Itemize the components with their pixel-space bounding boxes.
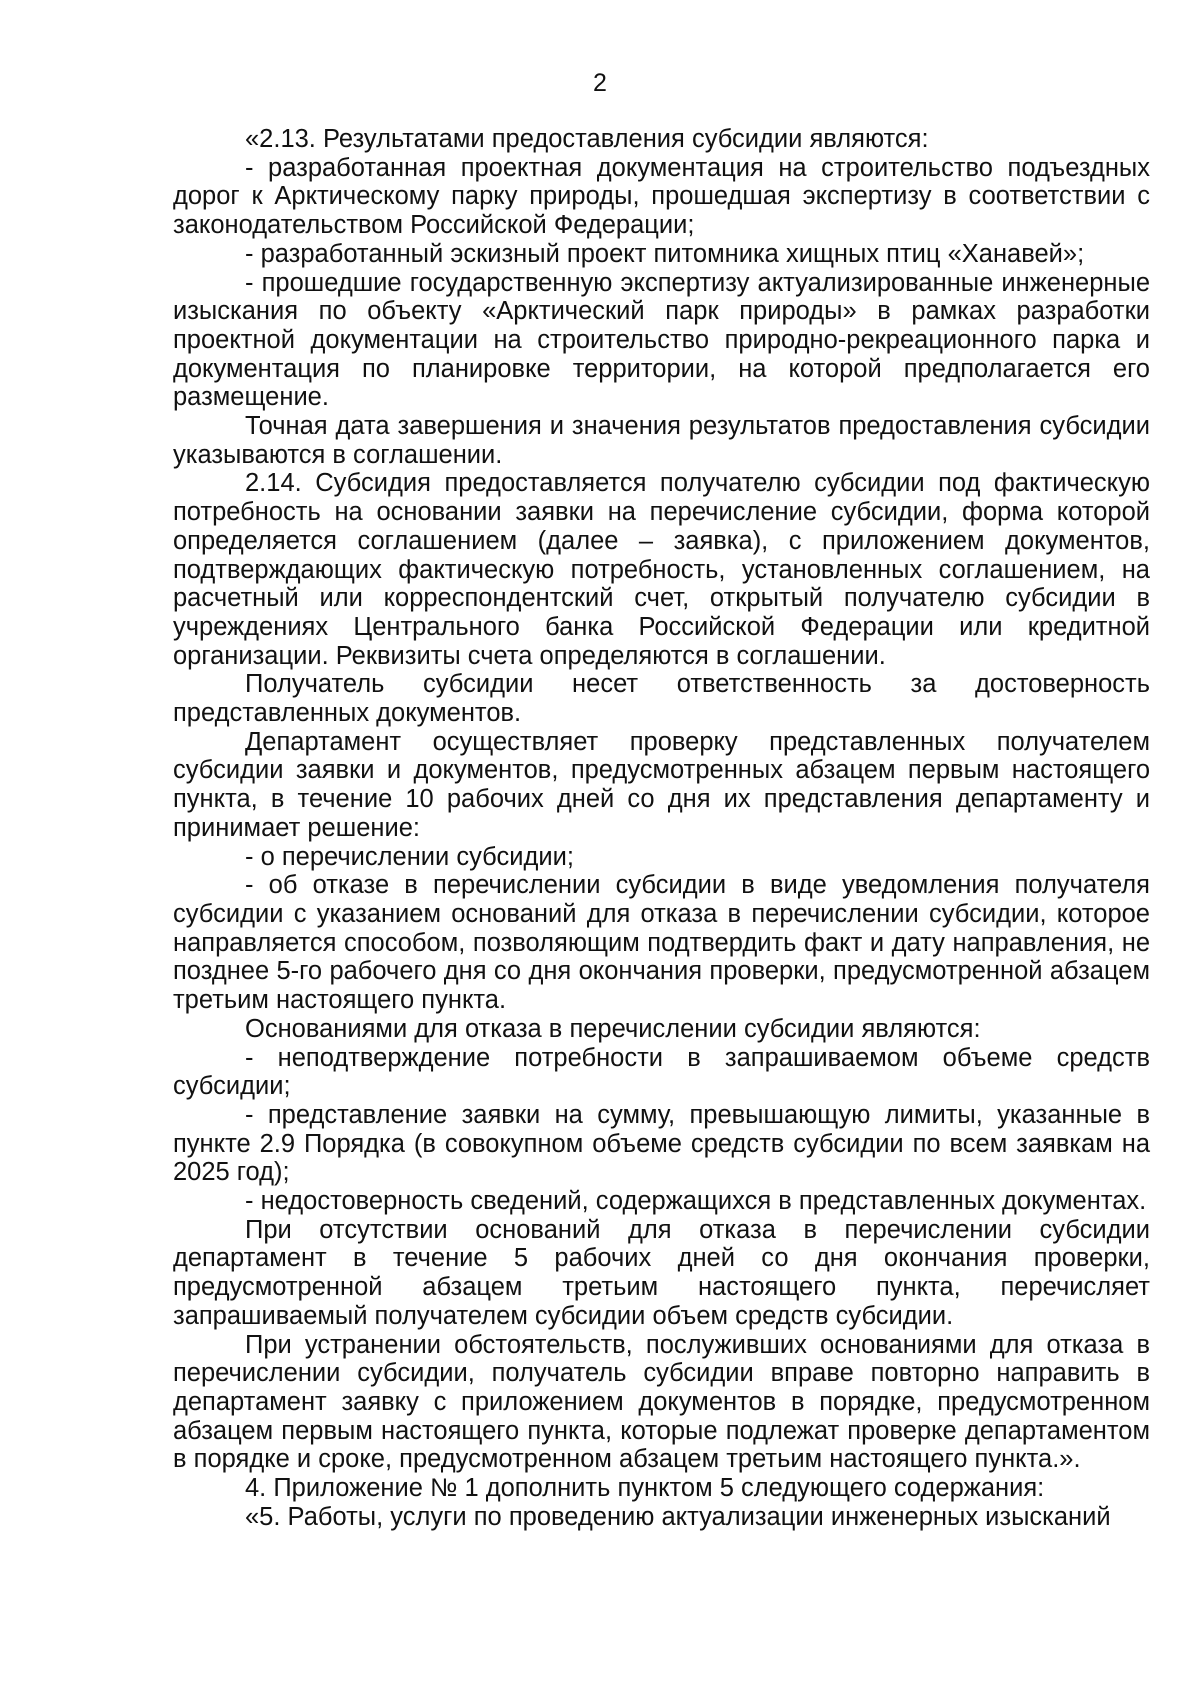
paragraph: - прошедшие государственную экспертизу актуализированные инженерные изыскания по объекту «Арктический парк природы» в рамках разработки проектной документации на строительство природно-рекреационного парка и документация по планировке территории, на которой предполагается его размещение. bbox=[173, 268, 1150, 412]
page-number: 2 bbox=[593, 69, 607, 97]
paragraph: - недостоверность сведений, содержащихся в представленных документах. bbox=[245, 1187, 1147, 1216]
paragraph: - разработанная проектная документация на строительство подъездных дорог к Арктическому парку природы, прошедшая экспертизу в соответствии с законодательством Российской Федерации; bbox=[173, 153, 1150, 240]
paragraph: - об отказе в перечислении субсидии в виде уведомления получателя субсидии с указанием оснований для отказа в перечислении субсидии, которое направляется способом, позволяющим подтвердить факт и дату направления, не позднее 5-го рабочего дня со дня окончания проверки, предусмотренной абзацем третьим настоящего пункта. bbox=[173, 871, 1150, 1015]
paragraph: «5. Работы, услуги по проведению актуализации инженерных изысканий bbox=[245, 1502, 1111, 1531]
paragraph: 4. Приложение № 1 дополнить пунктом 5 следующего содержания: bbox=[245, 1474, 1045, 1503]
paragraph: Точная дата завершения и значения результатов предоставления субсидии указываются в соглашении. bbox=[173, 412, 1150, 469]
paragraph: «2.13. Результатами предоставления субсидии являются: bbox=[245, 125, 929, 153]
paragraph: - разработанный эскизный проект питомника хищных птиц «Ханавей»; bbox=[245, 239, 1085, 268]
paragraph: При устранении обстоятельств, послуживших основаниями для отказа в перечислении субсидии, получатель субсидии вправе повторно направить в департамент заявку с приложением документов в порядке, предусмотренном абзацем первым настоящего пункта, которые подлежат проверке департаментом в порядке и сроке, предусмотренном абзацем третьим настоящего пункта.». bbox=[173, 1330, 1150, 1474]
paragraph: Основаниями для отказа в перечислении субсидии являются: bbox=[245, 1014, 981, 1043]
document-body bbox=[173, 125, 1150, 1531]
paragraph: Получатель субсидии несет ответственность за достоверность представленных документов. bbox=[173, 670, 1150, 728]
paragraph: При отсутствии оснований для отказа в перечислении субсидии департамент в течение 5 рабочих дней со дня окончания проверки, предусмотренной абзацем третьим настоящего пункта, перечисляет запрашиваемый получателем субсидии объем средств субсидии. bbox=[173, 1215, 1150, 1330]
paragraph: - представление заявки на сумму, превышающую лимиты, указанные в пункте 2.9 Порядка (в совокупном объеме средств субсидии по всем заявкам на 2025 год); bbox=[173, 1100, 1150, 1187]
paragraph: - неподтверждение потребности в запрашиваемом объеме средств субсидии; bbox=[173, 1043, 1150, 1101]
paragraph: - о перечислении субсидии; bbox=[245, 842, 574, 871]
paragraph: Департамент осуществляет проверку представленных получателем субсидии заявки и документов, предусмотренных абзацем первым настоящего пункта, в течение 10 рабочих дней со дня их представления департаменту и принимает решение: bbox=[173, 727, 1150, 842]
paragraph: 2.14. Субсидия предоставляется получателю субсидии под фактическую потребность на основании заявки на перечисление субсидии, форма которой определяется соглашением (далее – заявка), с приложением документов, подтверждающих фактическую потребность, установленных соглашением, на расчетный или корреспондентский счет, открытый получателю субсидии в учреждениях Центрального банка Российской Федерации или кредитной организации. Реквизиты счета определяются в соглашении. bbox=[173, 469, 1150, 670]
